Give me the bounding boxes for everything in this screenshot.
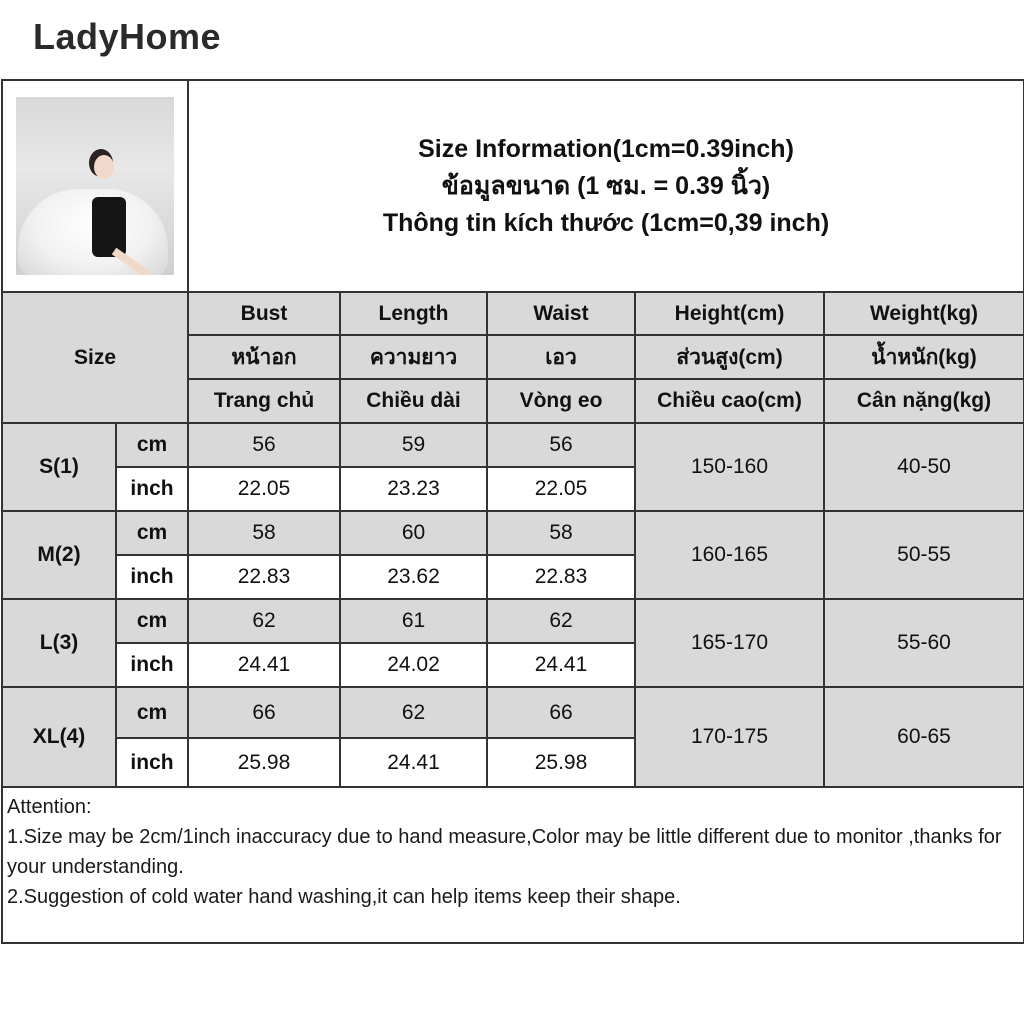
xl-length-inch: 24.41: [340, 738, 487, 787]
attention-notes: [2, 787, 1024, 943]
unit-inch: inch: [116, 643, 188, 687]
product-photo-cell: [2, 80, 188, 292]
size-m-label: M(2): [2, 511, 116, 599]
l-waist-cm: 62: [487, 599, 635, 643]
size-l-label: L(3): [2, 599, 116, 687]
header-waist-th: เอว: [487, 335, 635, 379]
header-waist-vi: Vòng eo: [487, 379, 635, 423]
s-waist-cm: 56: [487, 423, 635, 467]
header-weight-en: Weight(kg): [824, 292, 1024, 335]
xl-waist-cm: 66: [487, 687, 635, 738]
xl-bust-cm: 66: [188, 687, 340, 738]
m-weight: 50-55: [824, 511, 1024, 599]
product-photo: [16, 97, 174, 275]
s-height: 150-160: [635, 423, 824, 511]
header-length-vi: Chiều dài: [340, 379, 487, 423]
xl-height: 170-175: [635, 687, 824, 787]
l-length-cm: 61: [340, 599, 487, 643]
info-line-vietnamese: Thông tin kích thước (1cm=0,39 inch): [382, 208, 830, 237]
l-weight: 55-60: [824, 599, 1024, 687]
s-bust-cm: 56: [188, 423, 340, 467]
unit-inch: inch: [116, 738, 188, 787]
model-head-shape: [94, 155, 114, 179]
s-weight: 40-50: [824, 423, 1024, 511]
m-length-cm: 60: [340, 511, 487, 555]
unit-cm: cm: [116, 423, 188, 467]
m-height: 160-165: [635, 511, 824, 599]
l-bust-inch: 24.41: [188, 643, 340, 687]
header-bust-vi: Trang chủ: [188, 379, 340, 423]
header-length-th: ความยาว: [340, 335, 487, 379]
header-waist-en: Waist: [487, 292, 635, 335]
m-length-inch: 23.62: [340, 555, 487, 599]
unit-cm: cm: [116, 511, 188, 555]
xl-bust-inch: 25.98: [188, 738, 340, 787]
size-s-label: S(1): [2, 423, 116, 511]
l-bust-cm: 62: [188, 599, 340, 643]
m-bust-cm: 58: [188, 511, 340, 555]
m-waist-cm: 58: [487, 511, 635, 555]
header-length-en: Length: [340, 292, 487, 335]
xl-length-cm: 62: [340, 687, 487, 738]
header-height-vi: Chiều cao(cm): [635, 379, 824, 423]
m-bust-inch: 22.83: [188, 555, 340, 599]
size-xl-label: XL(4): [2, 687, 116, 787]
s-bust-inch: 22.05: [188, 467, 340, 511]
attention-title: Attention:: [7, 796, 92, 818]
unit-cm: cm: [116, 687, 188, 738]
header-weight-vi: Cân nặng(kg): [824, 379, 1024, 423]
l-height: 165-170: [635, 599, 824, 687]
xl-weight: 60-65: [824, 687, 1024, 787]
s-length-cm: 59: [340, 423, 487, 467]
size-chart-table: [1, 79, 1024, 944]
size-information-title: [188, 80, 1024, 292]
header-bust-en: Bust: [188, 292, 340, 335]
s-waist-inch: 22.05: [487, 467, 635, 511]
header-height-th: ส่วนสูง(cm): [635, 335, 824, 379]
l-length-inch: 24.02: [340, 643, 487, 687]
black-dress-shape: [92, 197, 126, 257]
s-length-inch: 23.23: [340, 467, 487, 511]
info-line-thai: ข้อมูลขนาด (1 ซม. = 0.39 นิ้ว): [441, 171, 771, 200]
info-line-english: Size Information(1cm=0.39inch): [418, 134, 794, 163]
unit-inch: inch: [116, 467, 188, 511]
brand-logo-text: LadyHome: [33, 16, 222, 57]
unit-cm: cm: [116, 599, 188, 643]
header-weight-th: น้ำหนัก(kg): [824, 335, 1024, 379]
unit-inch: inch: [116, 555, 188, 599]
m-waist-inch: 22.83: [487, 555, 635, 599]
header-bust-th: หน้าอก: [188, 335, 340, 379]
attention-note-1: 1.Size may be 2cm/1inch inaccuracy due to hand measure,Color may be little different due to monitor ,thanks for your understanding.: [7, 826, 1002, 878]
l-waist-inch: 24.41: [487, 643, 635, 687]
attention-note-2: 2.Suggestion of cold water hand washing,it can help items keep their shape.: [7, 886, 681, 908]
xl-waist-inch: 25.98: [487, 738, 635, 787]
size-header: Size: [2, 292, 188, 423]
header-height-en: Height(cm): [635, 292, 824, 335]
